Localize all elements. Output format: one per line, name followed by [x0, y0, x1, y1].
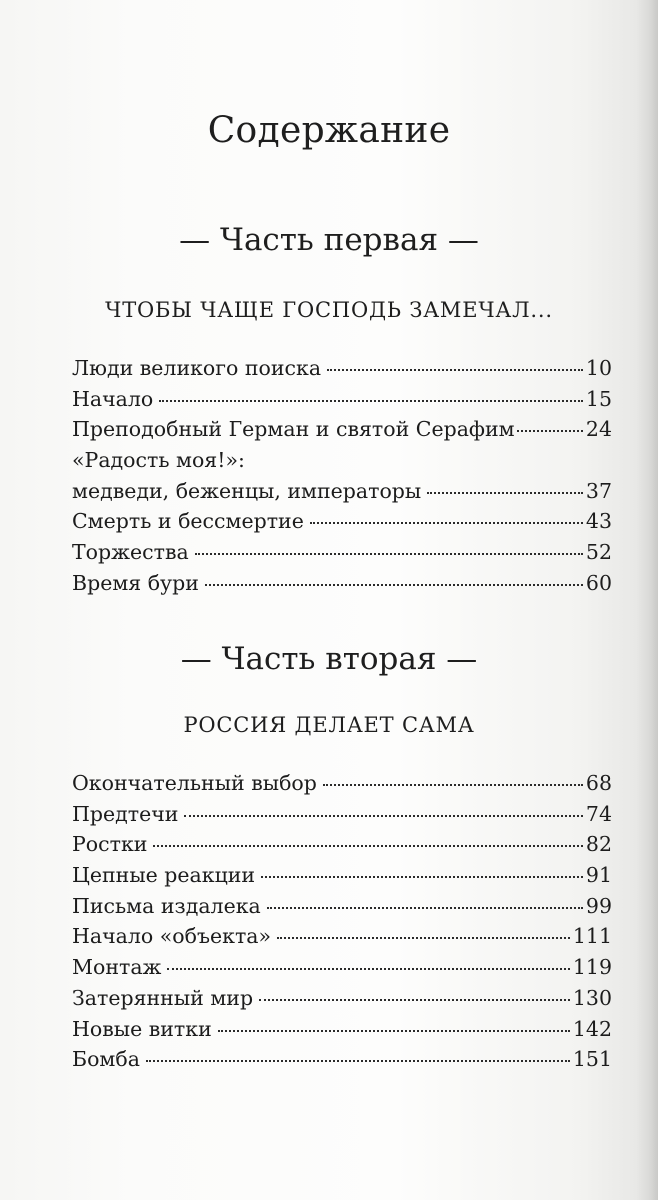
- toc-entry[interactable]: [72, 353, 612, 384]
- toc-entry-page: 60: [585, 570, 612, 595]
- toc-entry[interactable]: [72, 829, 612, 860]
- dot-leader: [267, 907, 583, 909]
- toc-entry[interactable]: [72, 921, 612, 952]
- dot-leader: [261, 876, 583, 878]
- dot-leader: [323, 784, 583, 786]
- toc-entry[interactable]: [72, 1014, 612, 1045]
- dot-leader: [517, 430, 583, 432]
- toc-entry-label: Начало: [72, 386, 154, 411]
- toc-entry-label: Бомба: [72, 1047, 140, 1072]
- part-one-subtitle: ЧТОБЫ ЧАЩЕ ГОСПОДЬ ЗАМЕЧАЛ...: [105, 298, 553, 322]
- toc-entry[interactable]: [72, 506, 612, 537]
- toc-entry-page: 82: [585, 832, 612, 857]
- dot-leader: [259, 999, 570, 1001]
- toc-entry-page: 142: [572, 1016, 612, 1041]
- toc-entry-page: 99: [585, 893, 612, 918]
- toc-entry-page: 119: [572, 955, 612, 980]
- toc-entry-page: 37: [585, 478, 612, 503]
- toc-entry[interactable]: [72, 799, 612, 830]
- page-title: Содержание: [207, 110, 451, 151]
- toc-entry[interactable]: [72, 537, 612, 568]
- dot-leader: [277, 937, 570, 939]
- toc-entry-page: 15: [585, 386, 612, 411]
- toc-entry-label: Начало «объекта»: [72, 924, 272, 949]
- toc-entry-label: медведи, беженцы, императоры: [72, 478, 422, 503]
- dot-leader: [159, 400, 583, 402]
- toc-entry[interactable]: [72, 384, 612, 415]
- toc-entry-page: 130: [572, 985, 612, 1010]
- dot-leader: [146, 1060, 570, 1062]
- dot-leader: [167, 968, 569, 970]
- toc-entry[interactable]: [72, 1044, 612, 1075]
- toc-entry-label: «Радость моя!»:: [72, 448, 245, 473]
- part-one-toc: [72, 353, 612, 599]
- part-two-subtitle: РОССИЯ ДЕЛАЕТ САМА: [183, 713, 475, 737]
- toc-entry-page: 74: [585, 801, 612, 826]
- part-two-toc: [72, 768, 612, 1075]
- part-one-heading: — Часть первая —: [179, 222, 479, 258]
- toc-entry-label: Торжества: [72, 540, 189, 565]
- toc-entry-label: Преподобный Герман и святой Серафим: [72, 417, 515, 442]
- dot-leader: [427, 492, 583, 494]
- toc-entry[interactable]: [72, 768, 612, 799]
- toc-entry-label: Монтаж: [72, 955, 162, 980]
- toc-entry-page: 151: [572, 1047, 612, 1072]
- toc-entry-label: Время бури: [72, 570, 199, 595]
- toc-entry-label: Ростки: [72, 832, 148, 857]
- dot-leader: [184, 815, 582, 817]
- toc-entry-label: Смерть и бессмертие: [72, 509, 304, 534]
- dot-leader: [327, 369, 583, 371]
- part-two-heading: — Часть вторая —: [180, 641, 478, 677]
- toc-entry[interactable]: [72, 952, 612, 983]
- toc-entry-label: Люди великого поиска: [72, 356, 322, 380]
- toc-entry-label: Цепные реакции: [72, 863, 256, 888]
- toc-entry[interactable]: [72, 983, 612, 1014]
- toc-entry-label: Новые витки: [72, 1016, 212, 1041]
- dot-leader: [205, 584, 583, 586]
- toc-entry-page: 52: [585, 540, 612, 565]
- toc-entry-label: Предтечи: [72, 801, 179, 826]
- toc-entry-label: Письма издалека: [72, 893, 261, 918]
- toc-entry[interactable]: [72, 414, 612, 445]
- toc-entry-page: 43: [585, 509, 612, 534]
- toc-entry-label: Окончательный выбор: [72, 771, 317, 795]
- toc-entry[interactable]: [72, 476, 612, 507]
- toc-entry[interactable]: [72, 568, 612, 599]
- dot-leader: [218, 1030, 570, 1032]
- toc-entry[interactable]: [72, 445, 612, 476]
- dot-leader: [195, 553, 583, 555]
- dot-leader: [153, 845, 582, 847]
- toc-entry[interactable]: [72, 860, 612, 891]
- toc-entry-page: 91: [585, 863, 612, 888]
- toc-entry-page: 111: [572, 924, 612, 949]
- toc-entry-page: 24: [585, 417, 612, 442]
- toc-entry[interactable]: [72, 891, 612, 922]
- toc-entry-page: 68: [585, 771, 612, 795]
- toc-entry-label: Затерянный мир: [72, 985, 254, 1010]
- toc-entry-page: 10: [585, 356, 612, 380]
- dot-leader: [310, 522, 583, 524]
